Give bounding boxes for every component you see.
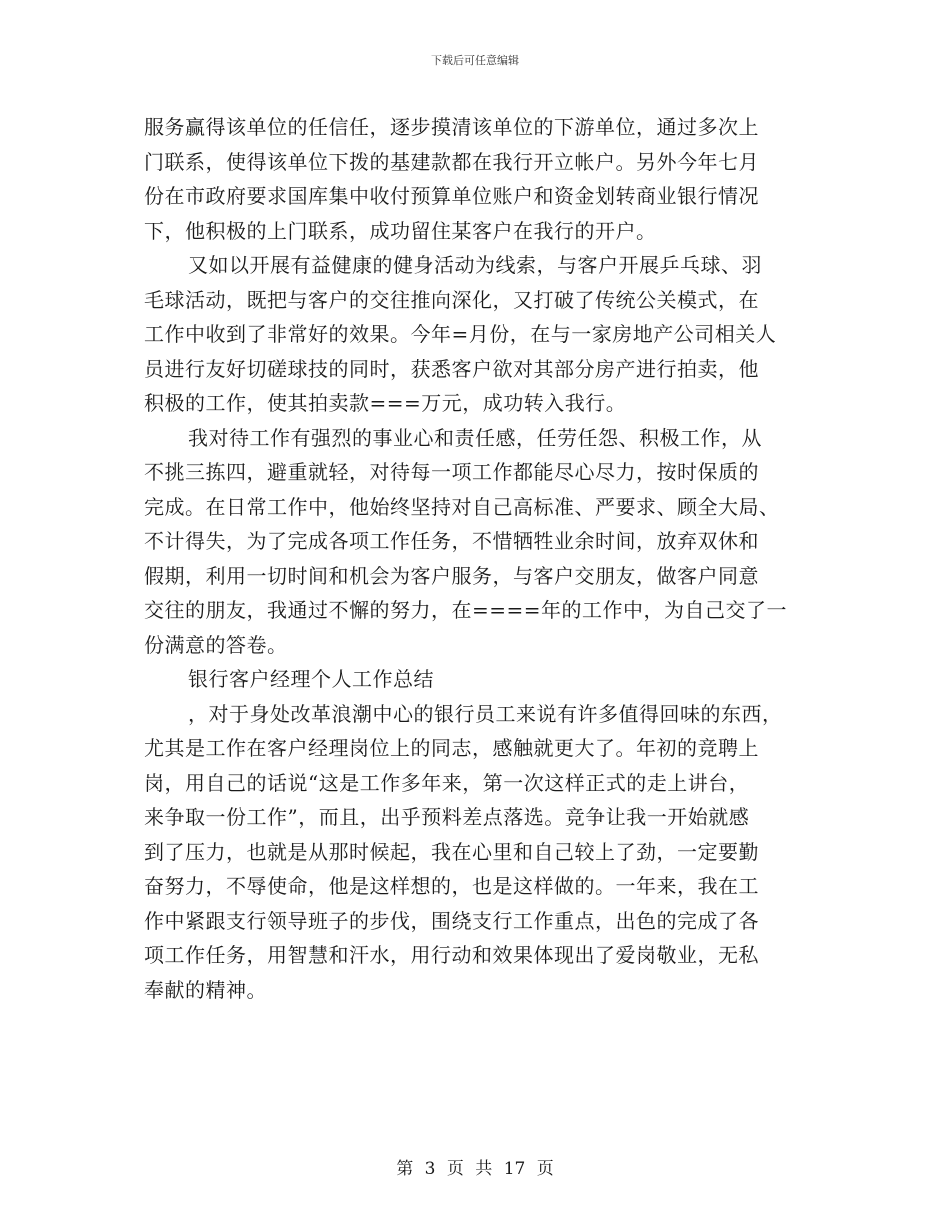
text-line: 员进行友好切磋球技的同时，获悉客户欲对其部分房产进行拍卖，他: [144, 356, 759, 381]
text-line: 完成。在日常工作中，他始终坚持对自己高标准、严要求、顾全大局、: [144, 494, 780, 519]
text-line: 尤其是工作在客户经理岗位上的同志，感触就更大了。年初的竞聘上: [144, 736, 759, 760]
text-line: 毛球活动，既把与客户的交往推向深化，又打破了传统公关模式，在: [144, 287, 759, 312]
text-line: 积极的工作，使其拍卖款===万元，成功转入我行。: [144, 391, 627, 415]
text-line: 门联系，使得该单位下拨的基建款都在我行开立帐户。另外今年七月: [144, 149, 759, 174]
text-line: 到了压力，也就是从那时候起，我在心里和自己较上了劲，一定要勤: [144, 839, 759, 864]
text-line: 我对待工作有强烈的事业心和责任感，任劳任怨、积极工作，从: [188, 425, 762, 450]
text-line: 作中紧跟支行领导班子的步伐，围绕支行工作重点，出色的完成了各: [144, 908, 759, 933]
text-line: 下，他积极的上门联系，成功留住某客户在我行的开户。: [144, 218, 657, 243]
text-line: 又如以开展有益健康的健身活动为线索，与客户开展乒乓球、羽: [188, 253, 762, 277]
text-line: 工作中收到了非常好的效果。今年=月份，在与一家房地产公司相关人: [144, 322, 777, 346]
text-line: 不挑三拣四，避重就轻，对待每一项工作都能尽心尽力，按时保质的: [144, 460, 759, 484]
text-line: 交往的朋友，我通过不懈的努力，在====年的工作中，为自己交了一: [144, 598, 788, 622]
text-line: ，对于身处改革浪潮中心的银行员工来说有许多值得回味的东西，: [188, 701, 783, 726]
text-line: 假期，利用一切时间和机会为客户服务，与客户交朋友，做客户同意: [144, 563, 759, 588]
text-line: 份在市政府要求国库集中收付预算单位账户和资金划转商业银行情况: [144, 184, 759, 208]
text-line: 份满意的答卷。: [144, 632, 288, 657]
text-line: 岗，用自己的话说“这是工作多年来，第一次这样正式的走上讲台，: [144, 770, 750, 795]
text-line: 奋努力，不辱使命，他是这样想的，也是这样做的。一年来，我在工: [144, 874, 759, 898]
text-line: 奉献的精神。: [144, 977, 267, 1002]
page-number: 第 3 页 共 17 页: [396, 1159, 554, 1179]
text-line: 项工作任务，用智慧和汗水，用行动和效果体现出了爱岗敬业，无私: [144, 943, 759, 967]
header-note: 下载后可任意编辑: [431, 54, 519, 67]
text-line: 不计得失，为了完成各项工作任务，不惜牺牲业余时间，放弃双休和: [144, 529, 759, 553]
text-line: 服务赢得该单位的任信任，逐步摸清该单位的下游单位，通过多次上: [144, 115, 759, 139]
document-body: [144, 110, 814, 1007]
text-line: 来争取一份工作”，而且，出乎预料差点落选。竞争让我一开始就感: [144, 805, 750, 829]
text-line: 银行客户经理个人工作总结: [188, 667, 434, 691]
